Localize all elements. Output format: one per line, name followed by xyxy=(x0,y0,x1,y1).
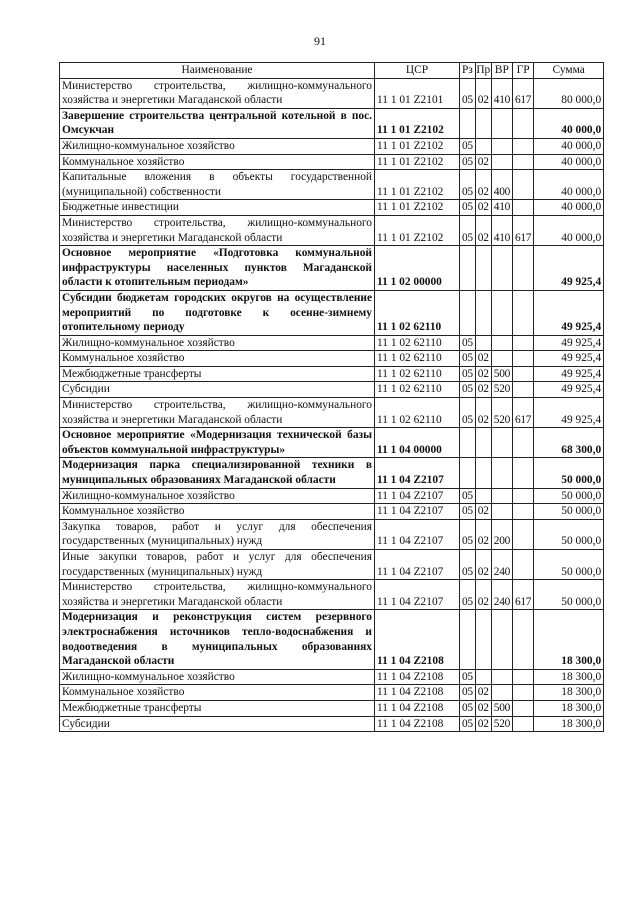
row-csr: 11 1 04 Z2107 xyxy=(375,458,460,488)
row-gr xyxy=(512,700,533,716)
row-vr: 240 xyxy=(491,580,512,610)
row-pr xyxy=(475,458,491,488)
row-vr: 410 xyxy=(491,215,512,245)
row-vr xyxy=(491,108,512,138)
row-sum: 49 925,4 xyxy=(534,366,604,382)
table-row xyxy=(60,108,604,138)
table-row xyxy=(60,610,604,669)
row-pr: 02 xyxy=(475,716,491,732)
table-row xyxy=(60,580,604,610)
row-rz: 05 xyxy=(460,398,476,428)
row-rz xyxy=(460,108,476,138)
row-gr xyxy=(512,351,533,367)
row-csr: 11 1 04 Z2107 xyxy=(375,550,460,580)
row-name: Межбюджетные трансферты xyxy=(60,700,375,716)
row-rz: 05 xyxy=(460,685,476,701)
row-vr: 500 xyxy=(491,700,512,716)
table-row xyxy=(60,519,604,549)
row-rz xyxy=(460,458,476,488)
header-sum: Сумма xyxy=(534,63,604,79)
row-name: Межбюджетные трансферты xyxy=(60,366,375,382)
row-name: Субсидии бюджетам городских округов на осуществление мероприятий по подготовке к осенне-зимнему отопительному периоду xyxy=(60,290,375,335)
row-rz: 05 xyxy=(460,351,476,367)
row-vr xyxy=(491,504,512,520)
row-name: Жилищно-коммунальное хозяйство xyxy=(60,138,375,154)
row-rz: 05 xyxy=(460,335,476,351)
table-row xyxy=(60,669,604,685)
row-name: Жилищно-коммунальное хозяйство xyxy=(60,335,375,351)
table-row xyxy=(60,78,604,108)
row-gr xyxy=(512,200,533,216)
row-vr xyxy=(491,138,512,154)
row-name: Субсидии xyxy=(60,382,375,398)
row-rz: 05 xyxy=(460,215,476,245)
row-pr: 02 xyxy=(475,519,491,549)
row-vr: 200 xyxy=(491,519,512,549)
row-gr: 617 xyxy=(512,78,533,108)
row-csr: 11 1 01 Z2102 xyxy=(375,170,460,200)
row-rz xyxy=(460,610,476,669)
row-gr xyxy=(512,138,533,154)
row-csr: 11 1 04 Z2108 xyxy=(375,610,460,669)
row-sum: 80 000,0 xyxy=(534,78,604,108)
row-rz: 05 xyxy=(460,366,476,382)
row-rz: 05 xyxy=(460,170,476,200)
row-vr: 520 xyxy=(491,398,512,428)
table-row xyxy=(60,215,604,245)
row-csr: 11 1 02 62110 xyxy=(375,335,460,351)
table-row xyxy=(60,458,604,488)
table-row xyxy=(60,138,604,154)
row-name: Министерство строительства, жилищно-коммунального хозяйства и энергетики Магаданской области xyxy=(60,78,375,108)
row-sum: 18 300,0 xyxy=(534,716,604,732)
row-gr xyxy=(512,428,533,458)
row-name: Капитальные вложения в объекты государственной (муниципальной) собственности xyxy=(60,170,375,200)
row-vr: 240 xyxy=(491,550,512,580)
row-pr: 02 xyxy=(475,215,491,245)
row-csr: 11 1 04 Z2108 xyxy=(375,669,460,685)
row-gr xyxy=(512,669,533,685)
page-number: 91 xyxy=(314,34,326,48)
row-vr xyxy=(491,488,512,504)
row-gr: 617 xyxy=(512,580,533,610)
row-gr: 617 xyxy=(512,215,533,245)
row-csr: 11 1 04 Z2107 xyxy=(375,488,460,504)
table-row xyxy=(60,700,604,716)
row-rz: 05 xyxy=(460,488,476,504)
row-rz xyxy=(460,246,476,291)
table-row xyxy=(60,366,604,382)
row-name: Модернизация парка специализированной техники в муниципальных образованиях Магаданской области xyxy=(60,458,375,488)
row-pr: 02 xyxy=(475,685,491,701)
row-sum: 40 000,0 xyxy=(534,108,604,138)
row-sum: 49 925,4 xyxy=(534,382,604,398)
row-sum: 49 925,4 xyxy=(534,246,604,291)
row-csr: 11 1 01 Z2102 xyxy=(375,215,460,245)
row-pr: 02 xyxy=(475,550,491,580)
row-rz: 05 xyxy=(460,700,476,716)
row-name: Министерство строительства, жилищно-коммунального хозяйства и энергетики Магаданской области xyxy=(60,580,375,610)
table-row xyxy=(60,550,604,580)
row-csr: 11 1 04 00000 xyxy=(375,428,460,458)
row-name: Министерство строительства, жилищно-коммунального хозяйства и энергетики Магаданской области xyxy=(60,215,375,245)
row-name: Жилищно-коммунальное хозяйство xyxy=(60,669,375,685)
row-pr xyxy=(475,335,491,351)
row-csr: 11 1 01 Z2102 xyxy=(375,154,460,170)
row-pr: 02 xyxy=(475,700,491,716)
row-name: Министерство строительства, жилищно-коммунального хозяйства и энергетики Магаданской области xyxy=(60,398,375,428)
row-rz: 05 xyxy=(460,550,476,580)
row-pr: 02 xyxy=(475,78,491,108)
row-rz: 05 xyxy=(460,716,476,732)
row-vr xyxy=(491,154,512,170)
row-vr xyxy=(491,685,512,701)
row-vr xyxy=(491,246,512,291)
row-gr xyxy=(512,716,533,732)
row-pr: 02 xyxy=(475,351,491,367)
row-gr xyxy=(512,108,533,138)
row-csr: 11 1 02 62110 xyxy=(375,290,460,335)
row-name: Субсидии xyxy=(60,716,375,732)
row-sum: 40 000,0 xyxy=(534,154,604,170)
row-rz: 05 xyxy=(460,138,476,154)
row-name: Основное мероприятие «Модернизация технической базы объектов коммунальной инфраструктуры» xyxy=(60,428,375,458)
row-vr: 520 xyxy=(491,716,512,732)
table-row xyxy=(60,685,604,701)
row-csr: 11 1 04 Z2108 xyxy=(375,685,460,701)
row-pr: 02 xyxy=(475,366,491,382)
row-rz: 05 xyxy=(460,669,476,685)
row-name: Бюджетные инвестиции xyxy=(60,200,375,216)
row-pr xyxy=(475,246,491,291)
row-name: Завершение строительства центральной котельной в пос. Омсукчан xyxy=(60,108,375,138)
row-pr xyxy=(475,610,491,669)
table-row xyxy=(60,488,604,504)
table-row xyxy=(60,428,604,458)
header-name: Наименование xyxy=(60,63,375,79)
row-sum: 40 000,0 xyxy=(534,215,604,245)
row-name: Закупка товаров, работ и услуг для обеспечения государственных (муниципальных) нужд xyxy=(60,519,375,549)
row-pr: 02 xyxy=(475,200,491,216)
row-sum: 50 000,0 xyxy=(534,504,604,520)
table-row xyxy=(60,398,604,428)
row-pr: 02 xyxy=(475,580,491,610)
table-row xyxy=(60,246,604,291)
row-name: Коммунальное хозяйство xyxy=(60,351,375,367)
row-sum: 68 300,0 xyxy=(534,428,604,458)
row-gr xyxy=(512,290,533,335)
row-gr xyxy=(512,685,533,701)
row-vr: 410 xyxy=(491,78,512,108)
row-sum: 50 000,0 xyxy=(534,519,604,549)
row-sum: 18 300,0 xyxy=(534,669,604,685)
row-sum: 49 925,4 xyxy=(534,398,604,428)
row-csr: 11 1 01 Z2102 xyxy=(375,138,460,154)
row-csr: 11 1 01 Z2101 xyxy=(375,78,460,108)
row-rz: 05 xyxy=(460,519,476,549)
header-rz: Рз xyxy=(460,63,476,79)
row-csr: 11 1 04 Z2107 xyxy=(375,580,460,610)
row-sum: 49 925,4 xyxy=(534,290,604,335)
row-name: Коммунальное хозяйство xyxy=(60,154,375,170)
row-csr: 11 1 02 62110 xyxy=(375,351,460,367)
row-vr xyxy=(491,669,512,685)
row-pr: 02 xyxy=(475,170,491,200)
header-gr: ГР xyxy=(512,63,533,79)
table-row xyxy=(60,290,604,335)
row-pr xyxy=(475,669,491,685)
row-vr xyxy=(491,290,512,335)
row-gr xyxy=(512,154,533,170)
row-gr xyxy=(512,504,533,520)
table-row xyxy=(60,154,604,170)
row-name: Жилищно-коммунальное хозяйство xyxy=(60,488,375,504)
row-csr: 11 1 04 Z2108 xyxy=(375,716,460,732)
table-header-row xyxy=(60,63,604,79)
row-gr: 617 xyxy=(512,398,533,428)
row-csr: 11 1 04 Z2107 xyxy=(375,519,460,549)
table-row xyxy=(60,504,604,520)
row-vr: 400 xyxy=(491,170,512,200)
row-sum: 40 000,0 xyxy=(534,138,604,154)
row-rz: 05 xyxy=(460,382,476,398)
row-vr: 410 xyxy=(491,200,512,216)
row-csr: 11 1 01 Z2102 xyxy=(375,108,460,138)
header-csr: ЦСР xyxy=(375,63,460,79)
row-csr: 11 1 02 62110 xyxy=(375,366,460,382)
row-name: Коммунальное хозяйство xyxy=(60,504,375,520)
row-sum: 50 000,0 xyxy=(534,580,604,610)
row-pr xyxy=(475,428,491,458)
row-pr: 02 xyxy=(475,504,491,520)
row-name: Коммунальное хозяйство xyxy=(60,685,375,701)
row-csr: 11 1 02 62110 xyxy=(375,398,460,428)
row-pr: 02 xyxy=(475,382,491,398)
row-gr xyxy=(512,519,533,549)
row-vr xyxy=(491,458,512,488)
row-vr xyxy=(491,335,512,351)
row-sum: 18 300,0 xyxy=(534,685,604,701)
header-vr: ВР xyxy=(491,63,512,79)
row-rz: 05 xyxy=(460,504,476,520)
row-gr xyxy=(512,170,533,200)
row-gr xyxy=(512,366,533,382)
row-sum: 50 000,0 xyxy=(534,458,604,488)
table-row xyxy=(60,351,604,367)
row-pr xyxy=(475,488,491,504)
row-gr xyxy=(512,458,533,488)
row-rz xyxy=(460,290,476,335)
row-gr xyxy=(512,610,533,669)
row-rz: 05 xyxy=(460,154,476,170)
row-vr xyxy=(491,428,512,458)
row-vr: 520 xyxy=(491,382,512,398)
row-gr xyxy=(512,246,533,291)
row-csr: 11 1 01 Z2102 xyxy=(375,200,460,216)
row-sum: 50 000,0 xyxy=(534,488,604,504)
table-row xyxy=(60,335,604,351)
row-gr xyxy=(512,550,533,580)
row-name: Иные закупки товаров, работ и услуг для обеспечения государственных (муниципальных) нужд xyxy=(60,550,375,580)
row-csr: 11 1 02 62110 xyxy=(375,382,460,398)
row-sum: 18 300,0 xyxy=(534,700,604,716)
budget-table xyxy=(59,62,604,732)
row-pr xyxy=(475,290,491,335)
row-pr: 02 xyxy=(475,398,491,428)
row-csr: 11 1 04 Z2108 xyxy=(375,700,460,716)
row-vr xyxy=(491,351,512,367)
row-csr: 11 1 04 Z2107 xyxy=(375,504,460,520)
row-rz xyxy=(460,428,476,458)
row-rz: 05 xyxy=(460,200,476,216)
row-vr: 500 xyxy=(491,366,512,382)
row-pr xyxy=(475,138,491,154)
row-pr xyxy=(475,108,491,138)
row-gr xyxy=(512,488,533,504)
table-row xyxy=(60,170,604,200)
row-sum: 50 000,0 xyxy=(534,550,604,580)
row-pr: 02 xyxy=(475,154,491,170)
row-name: Основное мероприятие «Подготовка коммунальной инфраструктуры населенных пунктов Магаданской области к отопительным периодам» xyxy=(60,246,375,291)
row-sum: 40 000,0 xyxy=(534,200,604,216)
row-sum: 49 925,4 xyxy=(534,351,604,367)
row-csr: 11 1 02 00000 xyxy=(375,246,460,291)
row-name: Модернизация и реконструкция систем резервного электроснабжения источников тепло-водоснабжения и водоотведения в муниципальных образованиях Магаданской области xyxy=(60,610,375,669)
table-row xyxy=(60,382,604,398)
row-rz: 05 xyxy=(460,580,476,610)
row-gr xyxy=(512,335,533,351)
row-sum: 40 000,0 xyxy=(534,170,604,200)
row-rz: 05 xyxy=(460,78,476,108)
header-pr: Пр xyxy=(475,63,491,79)
table-row xyxy=(60,200,604,216)
row-gr xyxy=(512,382,533,398)
row-sum: 18 300,0 xyxy=(534,610,604,669)
row-vr xyxy=(491,610,512,669)
row-sum: 49 925,4 xyxy=(534,335,604,351)
table-row xyxy=(60,716,604,732)
